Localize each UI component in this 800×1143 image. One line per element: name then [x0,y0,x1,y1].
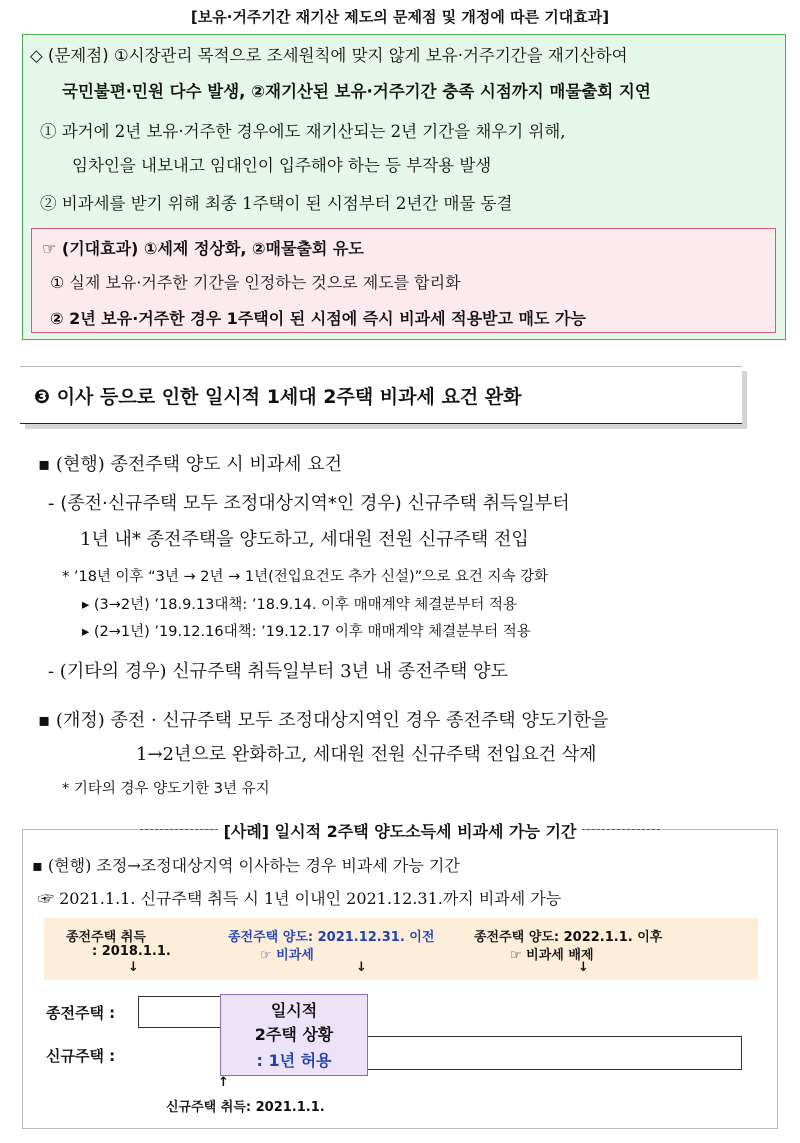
timeline-col3-line1: 종전주택 양도: 2022.1.1. 이후 [474,930,663,945]
expected-effect-2: ② 2년 보유·거주한 경우 1주택이 된 시점에 즉시 비과세 적용받고 매도 가능 [50,309,586,328]
note-2: * 기타의 경우 양도기한 3년 유지 [62,781,270,797]
timeline-col2-arrow: ↓ [356,960,367,975]
row-label-new-house: 신규주택 : [46,1047,116,1065]
timeline-col2-line1: 종전주택 양도: 2021.12.31. 이전 [228,930,435,945]
example-title: [사례] 일시적 2주택 양도소득세 비과세 가능 기간 [0,819,800,842]
current-sub-1-line-1: - (종전·신규주택 모두 조정대상지역*인 경우) 신규주택 취득일부터 [48,493,570,514]
example-line-1: ▪ (현행) 조정→조정대상지역 이사하는 경우 비과세 가능 기간 [32,856,460,875]
current-rule: ▪ (현행) 종전주택 양도 시 비과세 요건 [38,454,343,475]
timeline-col1-line2: : 2018.1.1. [92,944,171,959]
overlap-line-1: 일시적 [270,1001,318,1020]
problem-item-1-line-1: ① 과거에 2년 보유·거주한 경우에도 재기산되는 2년 기간을 채우기 위해, [40,122,566,141]
timeline-col3-arrow: ↓ [578,960,589,975]
expected-effect-title: ☞ (기대효과) ①세제 정상화, ②매물출회 유도 [42,239,364,258]
revision-line-2: 1→2년으로 완화하고, 세대원 전원 신규주택 전입요건 삭제 [136,744,597,765]
overlap-line-3: : 1년 허용 [256,1051,332,1070]
note-1: * ’18년 이후 “3년 → 2년 → 1년(전입요건도 추가 신설)”으로 요건 지속 강화 [62,569,549,585]
new-house-bar [360,1036,742,1070]
problem-item-2: ② 비과세를 받기 위해 최종 1주택이 된 시점부터 2년간 매물 동결 [40,194,513,213]
timeline-col1-arrow: ↓ [128,960,139,975]
expected-effect-1: ① 실제 보유·거주한 기간을 인정하는 것으로 제도를 합리화 [50,273,461,292]
revision-line-1: ▪ (개정) 종전 · 신규주택 모두 조정대상지역인 경우 종전주택 양도기한을 [38,710,609,731]
timeline-col2-line2: ☞ 비과세 [260,948,314,963]
problem-item-1-line-2: 임차인을 내보내고 임대인이 입주해야 하는 등 부작용 발생 [72,156,492,175]
note-1b: ▸ (2→1년) ’19.12.16대책: ’19.12.17 이후 매매계약 체결분부터 적용 [82,624,531,640]
problem-line-2: 국민불편·민원 다수 발생, ②재기산된 보유·거주기간 충족 시점까지 매물출회 지연 [62,82,651,101]
acquisition-arrow: ↑ [218,1075,229,1090]
overlap-line-2: 2주택 상황 [254,1025,334,1044]
row-label-prior-house: 종전주택 : [46,1004,116,1022]
timeline-col3-line2: ☞ 비과세 배제 [510,948,594,963]
example-line-2: ☞ 2021.1.1. 신규주택 취득 시 1년 이내인 2021.12.31.까지 비과세 가능 [38,889,562,908]
current-sub-1-line-2: 1년 내* 종전주택을 양도하고, 세대원 전원 신규주택 전입 [80,529,529,550]
box1-title: [보유·거주기간 재기산 제도의 문제점 및 개정에 따른 기대효과] [190,8,610,26]
note-1a: ▸ (3→2년) ’18.9.13대책: ’18.9.14. 이후 매매계약 체결분부터 적용 [82,597,517,613]
timeline-col1-line1: 종전주택 취득 [66,930,146,945]
new-house-acquisition-label: 신규주택 취득: 2021.1.1. [166,1100,325,1115]
problem-line-1: ◇ (문제점) ①시장관리 목적으로 조세원칙에 맞지 않게 보유·거주기간을 재기산하여 [30,46,628,65]
section-title: ❸ 이사 등으로 인한 일시적 1세대 2주택 비과세 요건 완화 [34,386,522,408]
current-sub-2: - (기타의 경우) 신규주택 취득일부터 3년 내 종전주택 양도 [48,661,508,682]
prior-house-bar [138,996,228,1028]
